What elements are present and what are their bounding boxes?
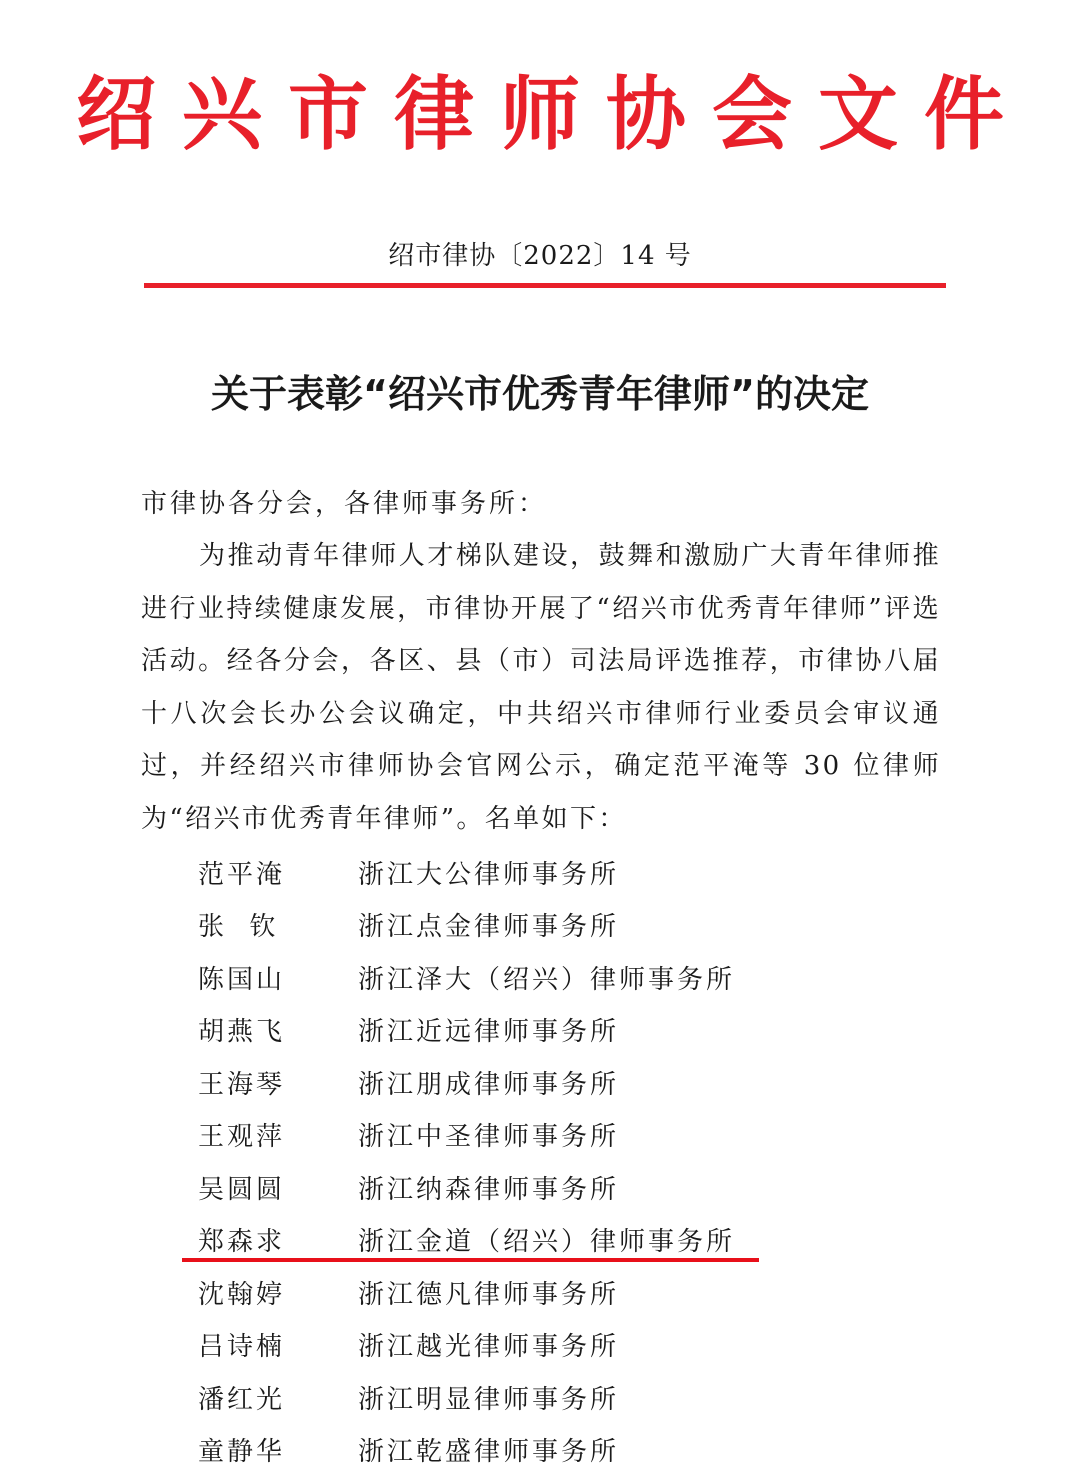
- highlight-underline: [182, 1258, 759, 1262]
- honoree-name: 张 钦: [198, 912, 279, 943]
- honoree-firm: 浙江点金律师事务所: [358, 912, 620, 943]
- honoree-row: [198, 1319, 898, 1372]
- honoree-name: 范平淹: [198, 859, 286, 890]
- honoree-firm: 浙江泽大（绍兴）律师事务所: [358, 964, 736, 995]
- honoree-row: [198, 1371, 898, 1424]
- honoree-firm: 浙江朋成律师事务所: [358, 1069, 620, 1100]
- honoree-row: [198, 1109, 898, 1162]
- honoree-row: [198, 1266, 898, 1319]
- honoree-name: 王观萍: [198, 1122, 286, 1153]
- masthead-title: 绍兴市律师协会文件: [76, 68, 1030, 161]
- honoree-firm: 浙江越光律师事务所: [358, 1332, 620, 1363]
- honoree-firm: 浙江乾盛律师事务所: [358, 1437, 620, 1468]
- honoree-name: 潘红光: [198, 1384, 286, 1415]
- honoree-name: 王海琴: [198, 1069, 286, 1100]
- honoree-firm: 浙江大公律师事务所: [358, 859, 620, 890]
- document-number: 绍市律协〔2022〕14 号: [388, 241, 692, 271]
- honoree-name: 吕诗楠: [198, 1332, 286, 1363]
- honoree-row: [198, 1004, 898, 1057]
- red-divider-line: [144, 283, 946, 288]
- honoree-row: [198, 1161, 898, 1214]
- honoree-name: 郑森求: [198, 1227, 286, 1258]
- honoree-firm: 浙江德凡律师事务所: [358, 1279, 620, 1310]
- honoree-row: [198, 1424, 898, 1476]
- honoree-name: 沈翰婷: [198, 1279, 286, 1310]
- honoree-firm: 浙江近远律师事务所: [358, 1017, 620, 1048]
- honoree-name: 童静华: [198, 1437, 286, 1468]
- honoree-firm: 浙江中圣律师事务所: [358, 1122, 620, 1153]
- honoree-firm: 浙江金道（绍兴）律师事务所: [358, 1227, 736, 1258]
- honoree-name: 陈国山: [198, 964, 286, 995]
- honoree-firm: 浙江明显律师事务所: [358, 1384, 620, 1415]
- honoree-row: [198, 846, 898, 899]
- honoree-name: 胡燕飞: [198, 1017, 286, 1048]
- honoree-row: [198, 951, 898, 1004]
- document-title: 关于表彰“绍兴市优秀青年律师”的决定: [211, 372, 869, 416]
- body-paragraph: 为推动青年律师人才梯队建设，鼓舞和激励广大青年律师推进行业持续健康发展，市律协开展了“绍兴市优秀青年律师”评选活动。经各分会，各区、县（市）司法局评选推荐，市律协八届十八次会长办公会议确定，中共绍兴市律师行业委员会审议通过，并经绍兴市律师协会官网公示，确定范平淹等 30 位律师为“绍兴市优秀青年律师”。名单如下：: [141, 541, 941, 834]
- honoree-row: [198, 1056, 898, 1109]
- honoree-firm: 浙江纳森律师事务所: [358, 1174, 620, 1205]
- salutation: 市律协各分会，各律师事务所：: [141, 489, 548, 519]
- honoree-list: [198, 846, 898, 1476]
- honoree-row: [198, 899, 898, 952]
- honoree-name: 吴圆圆: [198, 1174, 286, 1205]
